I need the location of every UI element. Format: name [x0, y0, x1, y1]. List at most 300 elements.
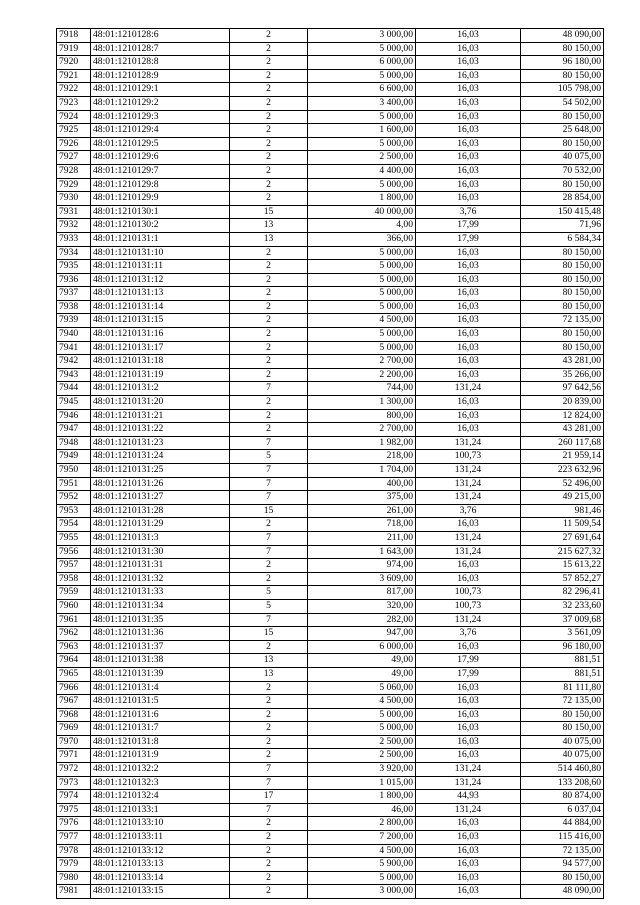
specific-value-cell: 131,24 [416, 491, 521, 505]
area-cell: 4 500,00 [308, 695, 416, 709]
specific-value-cell: 17,99 [416, 654, 521, 668]
cadastral-value-cell: 80 150,00 [521, 287, 604, 301]
group-code-cell: 2 [230, 29, 308, 43]
cadastral-value-cell: 97 642,56 [521, 382, 604, 396]
cadastral-value-cell: 32 233,60 [521, 599, 604, 613]
group-code-cell: 7 [230, 613, 308, 627]
specific-value-cell: 16,03 [416, 695, 521, 709]
table-row [57, 368, 604, 382]
specific-value-cell: 16,03 [416, 355, 521, 369]
specific-value-cell: 131,24 [416, 803, 521, 817]
cadastral-number-cell: 48:01:1210133:12 [91, 844, 230, 858]
table-row [57, 695, 604, 709]
table-row [57, 599, 604, 613]
cadastral-value-cell: 35 266,00 [521, 368, 604, 382]
cadastral-number-cell: 48:01:1210129:7 [91, 164, 230, 178]
cadastral-number-cell: 48:01:1210131:30 [91, 545, 230, 559]
cadastral-number-cell: 48:01:1210131:23 [91, 436, 230, 450]
group-code-cell: 2 [230, 572, 308, 586]
group-code-cell: 2 [230, 178, 308, 192]
cadastral-number-cell: 48:01:1210129:1 [91, 83, 230, 97]
group-code-cell: 2 [230, 844, 308, 858]
row-number-cell: 7962 [57, 627, 91, 641]
specific-value-cell: 17,99 [416, 219, 521, 233]
cadastral-value-cell: 6 584,34 [521, 232, 604, 246]
area-cell: 5 000,00 [308, 871, 416, 885]
specific-value-cell: 131,24 [416, 464, 521, 478]
area-cell: 817,00 [308, 586, 416, 600]
cadastral-value-cell: 3 561,09 [521, 627, 604, 641]
row-number-cell: 7919 [57, 42, 91, 56]
area-cell: 282,00 [308, 613, 416, 627]
specific-value-cell: 16,03 [416, 368, 521, 382]
area-cell: 1 800,00 [308, 192, 416, 206]
cadastral-number-cell: 48:01:1210129:6 [91, 151, 230, 165]
specific-value-cell: 16,03 [416, 423, 521, 437]
table-row [57, 627, 604, 641]
cadastral-value-cell: 52 496,00 [521, 477, 604, 491]
area-cell: 5 000,00 [308, 246, 416, 260]
cadastral-number-cell: 48:01:1210131:26 [91, 477, 230, 491]
cadastral-value-cell: 48 090,00 [521, 29, 604, 43]
cadastral-value-cell: 881,51 [521, 654, 604, 668]
area-cell: 1 300,00 [308, 396, 416, 410]
specific-value-cell: 16,03 [416, 749, 521, 763]
specific-value-cell: 3,76 [416, 504, 521, 518]
group-code-cell: 15 [230, 504, 308, 518]
cadastral-value-cell: 981,46 [521, 504, 604, 518]
cadastral-value-cell: 11 509,54 [521, 518, 604, 532]
cadastral-value-cell: 6 037,04 [521, 803, 604, 817]
cadastral-number-cell: 48:01:1210129:3 [91, 110, 230, 124]
cadastral-value-cell: 43 281,00 [521, 423, 604, 437]
specific-value-cell: 16,03 [416, 124, 521, 138]
cadastral-value-cell: 215 627,32 [521, 545, 604, 559]
area-cell: 5 000,00 [308, 178, 416, 192]
area-cell: 40 000,00 [308, 205, 416, 219]
row-number-cell: 7955 [57, 531, 91, 545]
area-cell: 800,00 [308, 409, 416, 423]
cadastral-number-cell: 48:01:1210131:13 [91, 287, 230, 301]
row-number-cell: 7942 [57, 355, 91, 369]
row-number-cell: 7964 [57, 654, 91, 668]
specific-value-cell: 3,76 [416, 205, 521, 219]
group-code-cell: 5 [230, 599, 308, 613]
row-number-cell: 7930 [57, 192, 91, 206]
group-code-cell: 7 [230, 436, 308, 450]
cadastral-number-cell: 48:01:1210131:4 [91, 681, 230, 695]
specific-value-cell: 100,73 [416, 586, 521, 600]
table-row [57, 137, 604, 151]
specific-value-cell: 3,76 [416, 627, 521, 641]
cadastral-value-cell: 514 460,80 [521, 763, 604, 777]
cadastral-number-cell: 48:01:1210129:8 [91, 178, 230, 192]
row-number-cell: 7923 [57, 96, 91, 110]
cadastral-value-cell: 96 180,00 [521, 640, 604, 654]
row-number-cell: 7953 [57, 504, 91, 518]
specific-value-cell: 16,03 [416, 287, 521, 301]
table-row [57, 42, 604, 56]
table-row [57, 885, 604, 899]
cadastral-value-cell: 21 959,14 [521, 450, 604, 464]
row-number-cell: 7977 [57, 831, 91, 845]
table-row [57, 423, 604, 437]
table-row [57, 300, 604, 314]
table-row [57, 613, 604, 627]
area-cell: 2 500,00 [308, 735, 416, 749]
group-code-cell: 2 [230, 164, 308, 178]
area-cell: 3 400,00 [308, 96, 416, 110]
row-number-cell: 7954 [57, 518, 91, 532]
row-number-cell: 7950 [57, 464, 91, 478]
group-code-cell: 7 [230, 382, 308, 396]
table-row [57, 749, 604, 763]
area-cell: 1 600,00 [308, 124, 416, 138]
cadastral-number-cell: 48:01:1210131:5 [91, 695, 230, 709]
specific-value-cell: 16,03 [416, 273, 521, 287]
cadastral-number-cell: 48:01:1210128:8 [91, 56, 230, 70]
specific-value-cell: 16,03 [416, 137, 521, 151]
group-code-cell: 2 [230, 695, 308, 709]
row-number-cell: 7922 [57, 83, 91, 97]
area-cell: 2 700,00 [308, 423, 416, 437]
cadastral-number-cell: 48:01:1210131:14 [91, 300, 230, 314]
table-row [57, 287, 604, 301]
table-row [57, 396, 604, 410]
table-row [57, 341, 604, 355]
group-code-cell: 2 [230, 396, 308, 410]
cadastral-value-cell: 80 150,00 [521, 273, 604, 287]
cadastral-number-cell: 48:01:1210133:10 [91, 817, 230, 831]
specific-value-cell: 131,24 [416, 776, 521, 790]
row-number-cell: 7961 [57, 613, 91, 627]
specific-value-cell: 16,03 [416, 518, 521, 532]
cadastral-number-cell: 48:01:1210131:31 [91, 559, 230, 573]
group-code-cell: 2 [230, 640, 308, 654]
cadastral-number-cell: 48:01:1210132:4 [91, 790, 230, 804]
group-code-cell: 2 [230, 409, 308, 423]
group-code-cell: 2 [230, 314, 308, 328]
cadastral-number-cell: 48:01:1210131:24 [91, 450, 230, 464]
row-number-cell: 7928 [57, 164, 91, 178]
specific-value-cell: 16,03 [416, 681, 521, 695]
group-code-cell: 2 [230, 858, 308, 872]
cadastral-number-cell: 48:01:1210132:2 [91, 763, 230, 777]
group-code-cell: 2 [230, 735, 308, 749]
cadastral-value-cell: 150 415,48 [521, 205, 604, 219]
cadastral-value-cell: 70 532,00 [521, 164, 604, 178]
area-cell: 718,00 [308, 518, 416, 532]
cadastral-number-cell: 48:01:1210131:16 [91, 328, 230, 342]
group-code-cell: 7 [230, 776, 308, 790]
specific-value-cell: 16,03 [416, 314, 521, 328]
cadastral-number-cell: 48:01:1210128:6 [91, 29, 230, 43]
group-code-cell: 2 [230, 192, 308, 206]
cadastral-number-cell: 48:01:1210131:36 [91, 627, 230, 641]
table-row [57, 260, 604, 274]
cadastral-value-cell: 43 281,00 [521, 355, 604, 369]
table-row [57, 178, 604, 192]
table-row [57, 436, 604, 450]
cadastral-value-cell: 57 852,27 [521, 572, 604, 586]
cadastral-number-cell: 48:01:1210133:15 [91, 885, 230, 899]
cadastral-number-cell: 48:01:1210129:5 [91, 137, 230, 151]
group-code-cell: 7 [230, 763, 308, 777]
group-code-cell: 2 [230, 69, 308, 83]
cadastral-value-cell: 80 150,00 [521, 137, 604, 151]
cadastral-value-cell: 81 111,80 [521, 681, 604, 695]
cadastral-number-cell: 48:01:1210131:3 [91, 531, 230, 545]
row-number-cell: 7940 [57, 328, 91, 342]
row-number-cell: 7980 [57, 871, 91, 885]
cadastral-value-cell: 133 208,60 [521, 776, 604, 790]
table-row [57, 110, 604, 124]
table-row [57, 491, 604, 505]
specific-value-cell: 131,24 [416, 477, 521, 491]
row-number-cell: 7943 [57, 368, 91, 382]
group-code-cell: 2 [230, 341, 308, 355]
row-number-cell: 7978 [57, 844, 91, 858]
row-number-cell: 7935 [57, 260, 91, 274]
cadastral-number-cell: 48:01:1210131:32 [91, 572, 230, 586]
row-number-cell: 7958 [57, 572, 91, 586]
cadastral-number-cell: 48:01:1210131:37 [91, 640, 230, 654]
cadastral-value-cell: 72 135,00 [521, 844, 604, 858]
specific-value-cell: 16,03 [416, 260, 521, 274]
group-code-cell: 7 [230, 477, 308, 491]
row-number-cell: 7972 [57, 763, 91, 777]
row-number-cell: 7937 [57, 287, 91, 301]
cadastral-value-cell: 72 135,00 [521, 314, 604, 328]
area-cell: 5 060,00 [308, 681, 416, 695]
specific-value-cell: 16,03 [416, 192, 521, 206]
area-cell: 5 000,00 [308, 300, 416, 314]
table-row [57, 640, 604, 654]
row-number-cell: 7918 [57, 29, 91, 43]
cadastral-value-cell: 28 854,00 [521, 192, 604, 206]
row-number-cell: 7932 [57, 219, 91, 233]
group-code-cell: 7 [230, 531, 308, 545]
cadastral-value-cell: 40 075,00 [521, 749, 604, 763]
row-number-cell: 7924 [57, 110, 91, 124]
cadastral-number-cell: 48:01:1210131:34 [91, 599, 230, 613]
cadastral-number-cell: 48:01:1210131:15 [91, 314, 230, 328]
row-number-cell: 7947 [57, 423, 91, 437]
group-code-cell: 13 [230, 667, 308, 681]
table-row [57, 586, 604, 600]
group-code-cell: 2 [230, 287, 308, 301]
cadastral-value-cell: 25 648,00 [521, 124, 604, 138]
table-row [57, 559, 604, 573]
group-code-cell: 2 [230, 42, 308, 56]
cadastral-value-cell: 37 009,68 [521, 613, 604, 627]
row-number-cell: 7951 [57, 477, 91, 491]
table-row [57, 382, 604, 396]
row-number-cell: 7968 [57, 708, 91, 722]
group-code-cell: 2 [230, 83, 308, 97]
table-row [57, 831, 604, 845]
cadastral-number-cell: 48:01:1210131:28 [91, 504, 230, 518]
group-code-cell: 2 [230, 368, 308, 382]
area-cell: 2 500,00 [308, 749, 416, 763]
row-number-cell: 7956 [57, 545, 91, 559]
row-number-cell: 7929 [57, 178, 91, 192]
row-number-cell: 7976 [57, 817, 91, 831]
specific-value-cell: 131,24 [416, 531, 521, 545]
table-row [57, 817, 604, 831]
table-row [57, 858, 604, 872]
row-number-cell: 7965 [57, 667, 91, 681]
area-cell: 6 000,00 [308, 640, 416, 654]
cadastral-value-cell: 80 150,00 [521, 42, 604, 56]
cadastral-number-cell: 48:01:1210131:33 [91, 586, 230, 600]
area-cell: 5 000,00 [308, 722, 416, 736]
table-row [57, 477, 604, 491]
table-row [57, 56, 604, 70]
specific-value-cell: 16,03 [416, 300, 521, 314]
row-number-cell: 7933 [57, 232, 91, 246]
specific-value-cell: 16,03 [416, 396, 521, 410]
group-code-cell: 2 [230, 749, 308, 763]
area-cell: 744,00 [308, 382, 416, 396]
specific-value-cell: 100,73 [416, 599, 521, 613]
specific-value-cell: 16,03 [416, 559, 521, 573]
cadastral-number-cell: 48:01:1210131:9 [91, 749, 230, 763]
cadastral-number-cell: 48:01:1210133:13 [91, 858, 230, 872]
row-number-cell: 7945 [57, 396, 91, 410]
group-code-cell: 7 [230, 491, 308, 505]
specific-value-cell: 131,24 [416, 763, 521, 777]
row-number-cell: 7946 [57, 409, 91, 423]
cadastral-value-cell: 80 150,00 [521, 69, 604, 83]
row-number-cell: 7981 [57, 885, 91, 899]
row-number-cell: 7938 [57, 300, 91, 314]
area-cell: 6 000,00 [308, 56, 416, 70]
area-cell: 49,00 [308, 667, 416, 681]
area-cell: 6 600,00 [308, 83, 416, 97]
table-row [57, 776, 604, 790]
group-code-cell: 5 [230, 586, 308, 600]
area-cell: 947,00 [308, 627, 416, 641]
table-row [57, 518, 604, 532]
table-row [57, 83, 604, 97]
area-cell: 375,00 [308, 491, 416, 505]
group-code-cell: 17 [230, 790, 308, 804]
row-number-cell: 7966 [57, 681, 91, 695]
specific-value-cell: 16,03 [416, 151, 521, 165]
cadastral-value-cell: 80 150,00 [521, 178, 604, 192]
cadastral-value-cell: 40 075,00 [521, 735, 604, 749]
row-number-cell: 7931 [57, 205, 91, 219]
area-cell: 5 000,00 [308, 287, 416, 301]
area-cell: 3 000,00 [308, 29, 416, 43]
specific-value-cell: 44,93 [416, 790, 521, 804]
table-row [57, 192, 604, 206]
area-cell: 4 400,00 [308, 164, 416, 178]
row-number-cell: 7963 [57, 640, 91, 654]
cadastral-number-cell: 48:01:1210133:1 [91, 803, 230, 817]
cadastral-value-cell: 80 150,00 [521, 708, 604, 722]
row-number-cell: 7921 [57, 69, 91, 83]
cadastral-number-cell: 48:01:1210131:18 [91, 355, 230, 369]
area-cell: 3 609,00 [308, 572, 416, 586]
area-cell: 974,00 [308, 559, 416, 573]
cadastral-number-cell: 48:01:1210131:6 [91, 708, 230, 722]
row-number-cell: 7939 [57, 314, 91, 328]
group-code-cell: 2 [230, 137, 308, 151]
table-row [57, 735, 604, 749]
group-code-cell: 2 [230, 831, 308, 845]
cadastral-number-cell: 48:01:1210131:39 [91, 667, 230, 681]
specific-value-cell: 17,99 [416, 667, 521, 681]
cadastral-value-cell: 80 150,00 [521, 246, 604, 260]
specific-value-cell: 16,03 [416, 871, 521, 885]
cadastral-number-cell: 48:01:1210131:12 [91, 273, 230, 287]
row-number-cell: 7969 [57, 722, 91, 736]
area-cell: 1 800,00 [308, 790, 416, 804]
cadastral-number-cell: 48:01:1210128:7 [91, 42, 230, 56]
group-code-cell: 2 [230, 355, 308, 369]
group-code-cell: 2 [230, 110, 308, 124]
cadastral-value-cell: 49 215,00 [521, 491, 604, 505]
specific-value-cell: 16,03 [416, 885, 521, 899]
cadastral-number-cell: 48:01:1210131:27 [91, 491, 230, 505]
cadastral-value-cell: 96 180,00 [521, 56, 604, 70]
table-row [57, 273, 604, 287]
area-cell: 3 000,00 [308, 885, 416, 899]
area-cell: 2 800,00 [308, 817, 416, 831]
cadastral-number-cell: 48:01:1210130:2 [91, 219, 230, 233]
group-code-cell: 7 [230, 464, 308, 478]
cadastral-value-cell: 80 150,00 [521, 328, 604, 342]
cadastral-number-cell: 48:01:1210131:19 [91, 368, 230, 382]
area-cell: 5 000,00 [308, 110, 416, 124]
specific-value-cell: 16,03 [416, 96, 521, 110]
group-code-cell: 2 [230, 124, 308, 138]
table-row [57, 246, 604, 260]
specific-value-cell: 16,03 [416, 110, 521, 124]
specific-value-cell: 131,24 [416, 545, 521, 559]
row-number-cell: 7927 [57, 151, 91, 165]
cadastral-number-cell: 48:01:1210130:1 [91, 205, 230, 219]
table-row [57, 545, 604, 559]
row-number-cell: 7967 [57, 695, 91, 709]
specific-value-cell: 16,03 [416, 817, 521, 831]
cadastral-value-cell: 94 577,00 [521, 858, 604, 872]
table-row [57, 708, 604, 722]
cadastral-value-cell: 80 150,00 [521, 110, 604, 124]
specific-value-cell: 131,24 [416, 613, 521, 627]
group-code-cell: 13 [230, 232, 308, 246]
table-row [57, 464, 604, 478]
cadastral-value-cell: 44 884,00 [521, 817, 604, 831]
cadastral-number-cell: 48:01:1210131:25 [91, 464, 230, 478]
cadastral-value-cell: 82 296,41 [521, 586, 604, 600]
group-code-cell: 2 [230, 300, 308, 314]
table-row [57, 124, 604, 138]
table-row [57, 205, 604, 219]
area-cell: 4 500,00 [308, 844, 416, 858]
cadastral-number-cell: 48:01:1210131:7 [91, 722, 230, 736]
document-page [56, 28, 603, 899]
table-row [57, 844, 604, 858]
specific-value-cell: 16,03 [416, 844, 521, 858]
row-number-cell: 7949 [57, 450, 91, 464]
specific-value-cell: 16,03 [416, 409, 521, 423]
row-number-cell: 7974 [57, 790, 91, 804]
area-cell: 46,00 [308, 803, 416, 817]
cadastral-value-cell: 105 798,00 [521, 83, 604, 97]
